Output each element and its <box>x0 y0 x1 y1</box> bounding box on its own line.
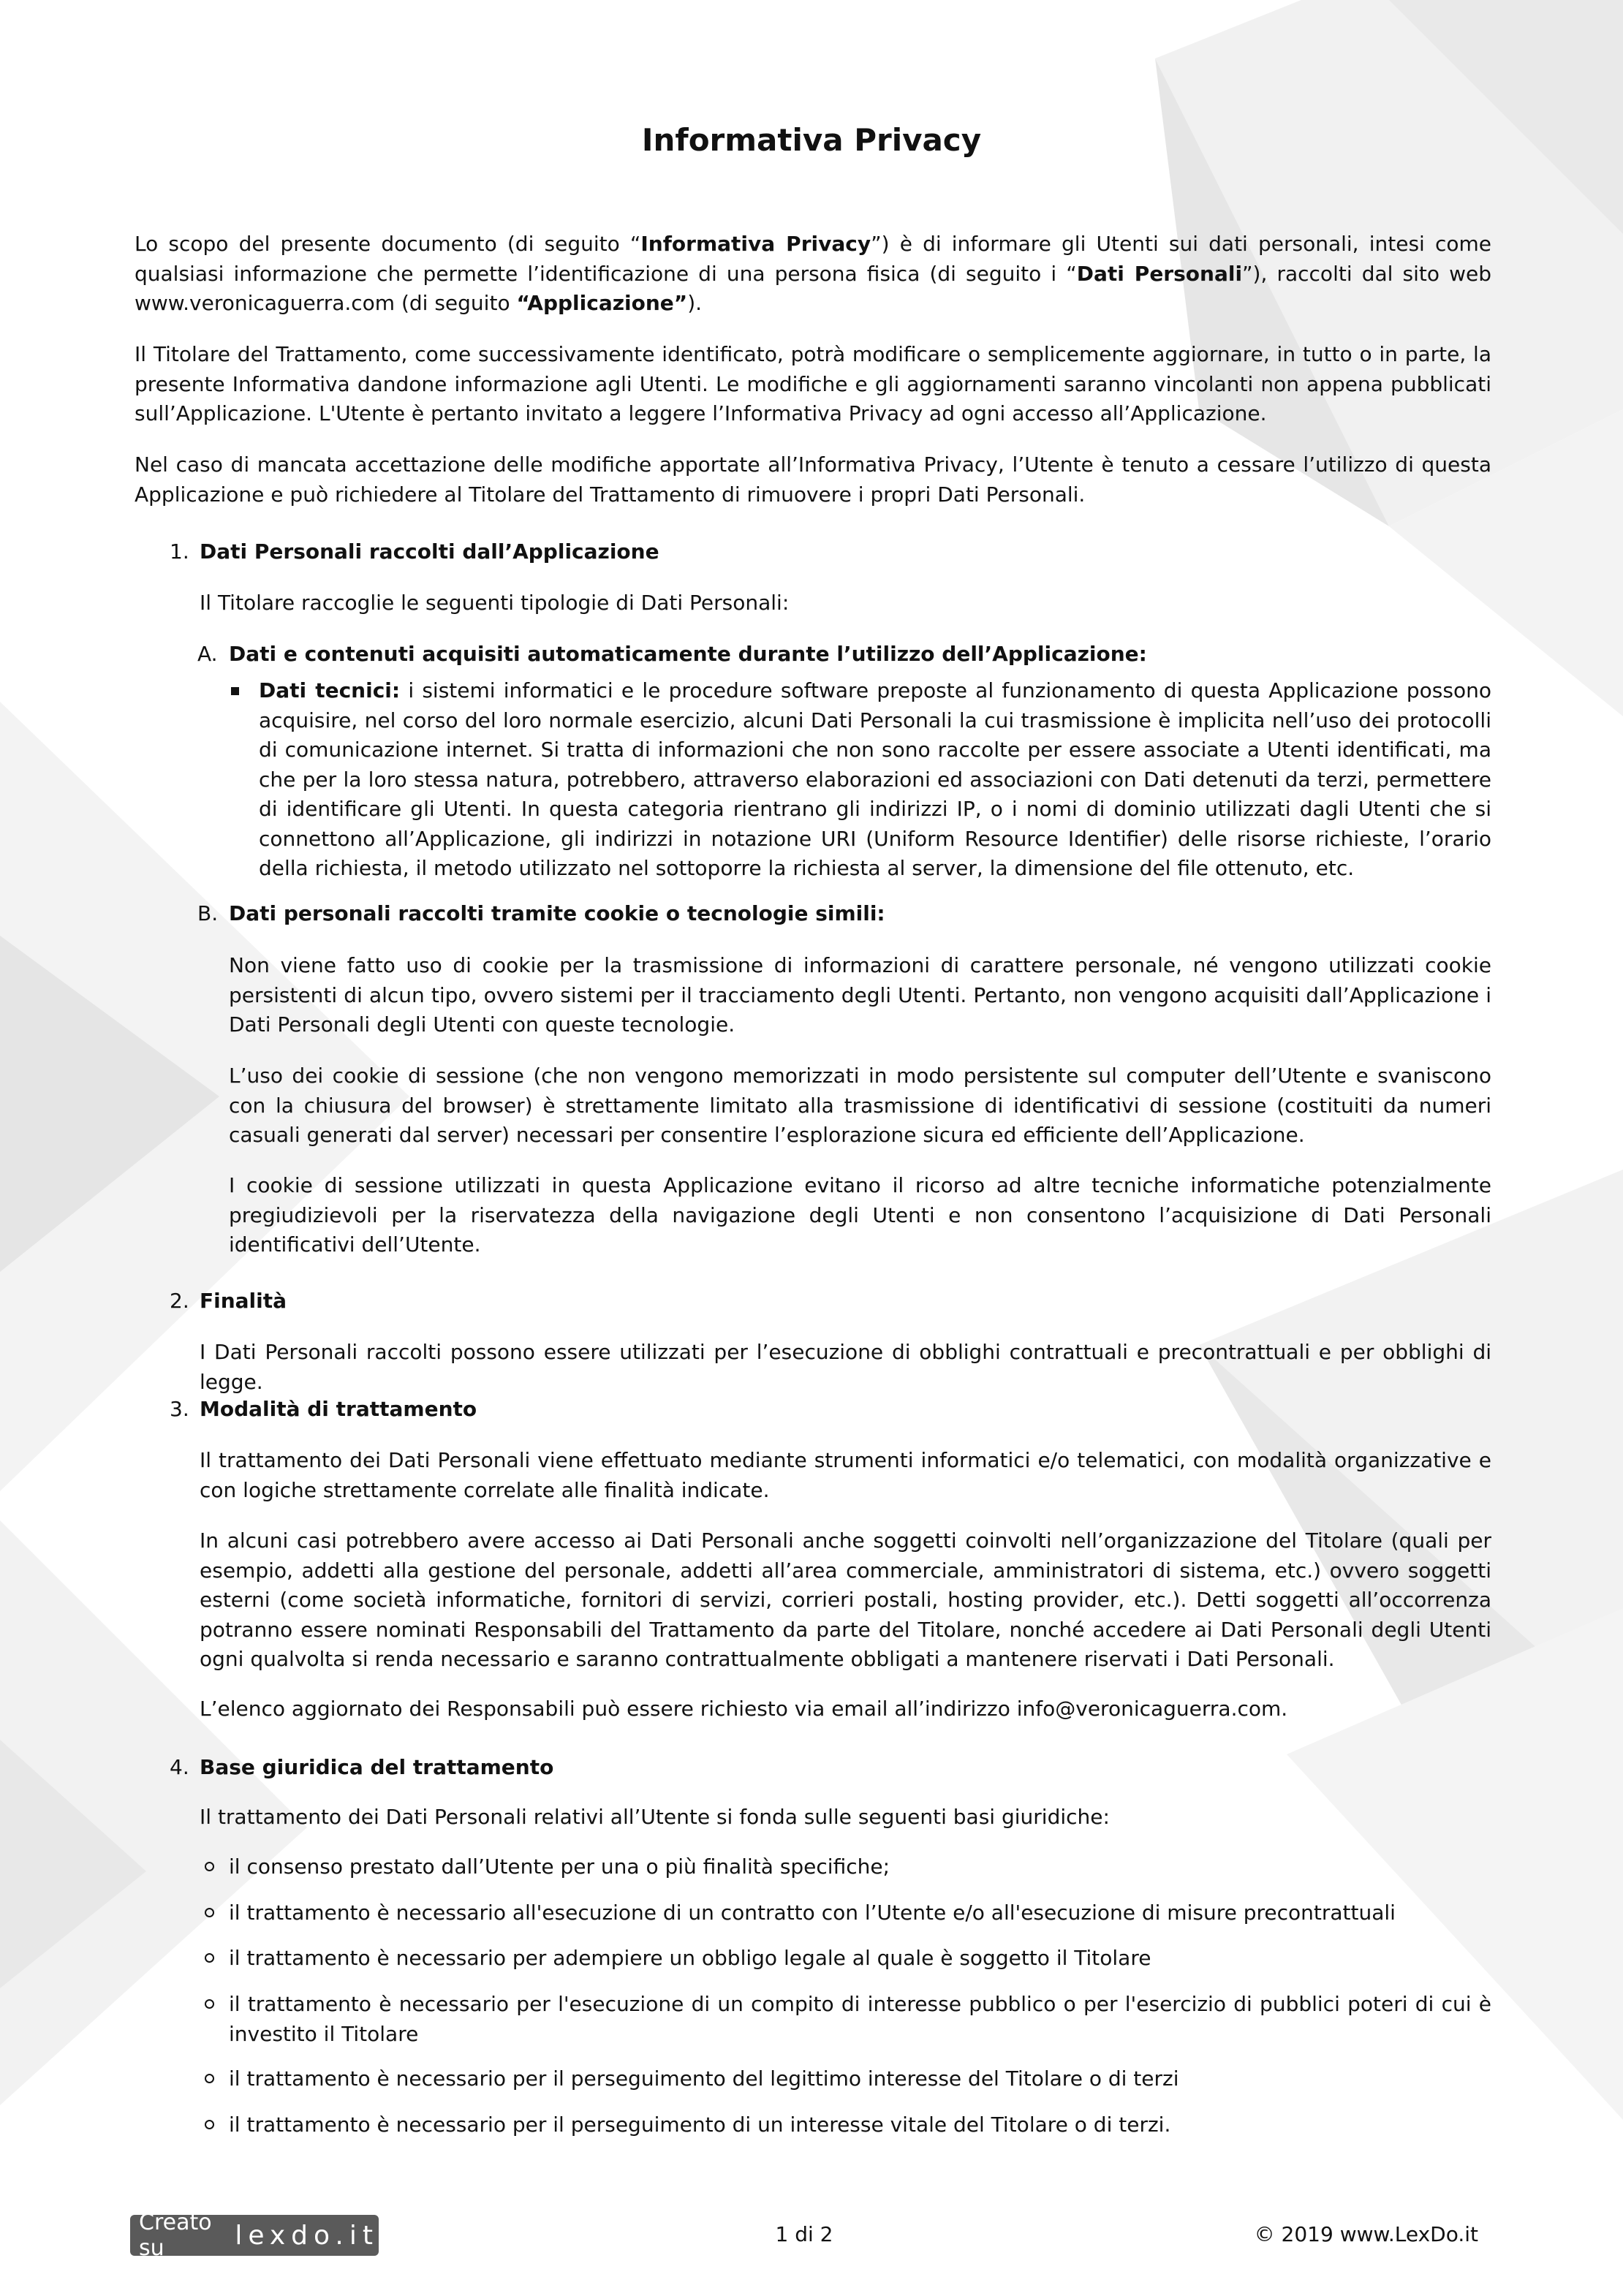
circle-bullet-icon <box>205 2074 214 2083</box>
subsection-letter: B. <box>197 901 219 925</box>
text-run: ). <box>687 291 703 315</box>
intro-paragraph-1 <box>135 230 1491 319</box>
circle-bullet-icon <box>205 2120 214 2129</box>
page-number: 1 di 2 <box>775 2222 833 2246</box>
bold-term: Informativa Privacy <box>640 232 871 256</box>
list-item: il trattamento è necessario per l'esecuzione di un compito di interesse pubblico o per l'esercizio di pubblici poteri di cui è investito il Titolare <box>229 1992 1491 2046</box>
bold-term: “Applicazione” <box>516 291 688 315</box>
subsection-paragraph: Non viene fatto uso di cookie per la trasmissione di informazioni di carattere personale, né vengono utilizzati cookie persistenti di alcun tipo, ovvero sistemi per il tracciamento degli Utenti. Pertanto, non vengono acquisiti dall’Applicazione i Dati Personali degli Utenti con queste tecnologie. <box>229 953 1491 1037</box>
section-paragraph: L’elenco aggiornato dei Responsabili può essere richiesto via email all’indirizzo info@veronicaguerra.com. <box>200 1697 1288 1721</box>
text-run: ”), raccolti dal sito web www.veronicaguerra.com (di seguito <box>135 261 1491 315</box>
list-item: il trattamento è necessario per il perseguimento di un interesse vitale del Titolare o di terzi. <box>229 2113 1171 2137</box>
text-run: ”) è di informare gli Utenti sui dati personali, intesi come qualsiasi informazione che permette l’identificazione di una persona fisica (di seguito i “ <box>135 232 1492 286</box>
logo-brand: lexdo.it <box>235 2220 379 2251</box>
section-number: 2. <box>170 1289 189 1313</box>
intro-paragraph-3 <box>135 450 1491 509</box>
section-title: Modalità di trattamento <box>200 1397 477 1421</box>
intro-paragraph-2 <box>135 340 1491 429</box>
section-number: 3. <box>170 1397 189 1421</box>
bullet-dati-tecnici <box>259 676 1491 884</box>
section-paragraph: I Dati Personali raccolti possono essere utilizzati per l’esecuzione di obblighi contrattuali e precontrattuali e per obblighi di legge. <box>200 1340 1491 1394</box>
text-run: Nel caso di mancata accettazione delle modifiche apportate all’Informativa Privacy, l’Utente è tenuto a cessare l’utilizzo di questa Applicazione e può richiedere al Titolare del Trattamento di rimuovere i propri Dati Personali. <box>135 452 1491 507</box>
section-body: Il trattamento dei Dati Personali relativi all’Utente si fonda sulle seguenti basi giuridiche: <box>200 1805 1110 1829</box>
circle-bullet-icon <box>205 1908 214 1917</box>
list-item: il trattamento è necessario per il perseguimento del legittimo interesse del Titolare o di terzi <box>229 2066 1179 2091</box>
copyright-link[interactable]: © 2019 www.LexDo.it <box>1254 2222 1478 2246</box>
section-title: Dati Personali raccolti dall’Applicazione <box>200 539 659 564</box>
circle-bullet-icon <box>205 1953 214 1963</box>
subsection-title: Dati e contenuti acquisiti automaticamente durante l’utilizzo dell’Applicazione: <box>229 642 1147 666</box>
list-item: il trattamento è necessario per adempiere un obbligo legale al quale è soggetto il Titolare <box>229 1946 1151 1970</box>
square-bullet-icon <box>231 687 239 695</box>
text-run: Il Titolare del Trattamento, come successivamente identificato, potrà modificare o semplicemente aggiornare, in tutto o in parte, la presente Informativa dandone informazione agli Utenti. Le modifiche e gli aggiornamenti saranno vincolanti non appena pubblicati sull’Applicazione. L'Utente è pertanto invitato a leggere l’Informativa Privacy ad ogni accesso all’Applicazione. <box>135 342 1491 425</box>
section-number: 1. <box>170 539 189 564</box>
subsection-paragraph: L’uso dei cookie di sessione (che non vengono memorizzati in modo persistente sul computer dell’Utente e svaniscono con la chiusura del browser) è strettamente limitato alla trasmissione di identificativi di sessione (costituiti da numeri casuali generati dal server) necessari per consentire l’esplorazione sicura ed efficiente dell’Applicazione. <box>229 1064 1491 1147</box>
subsection-paragraph: I cookie di sessione utilizzati in questa Applicazione evitano il ricorso ad altre tecniche informatiche potenzialmente pregiudizievoli per la riservatezza della navigazione degli Utenti e non consentono l’acquisizione di Dati Personali identificativi dell’Utente. <box>229 1173 1491 1257</box>
subsection-title: Dati personali raccolti tramite cookie o tecnologie simili: <box>229 901 885 925</box>
circle-bullet-icon <box>205 1999 214 2009</box>
section-paragraph: Il trattamento dei Dati Personali viene effettuato mediante strumenti informatici e/o telematici, con modalità organizzative e con logiche strettamente correlate alle finalità indicate. <box>200 1448 1491 1502</box>
section-body: Il Titolare raccoglie le seguenti tipologie di Dati Personali: <box>200 591 790 615</box>
logo-prefix: Creato su <box>139 2210 212 2261</box>
section-title: Finalità <box>200 1289 287 1313</box>
section-title: Base giuridica del trattamento <box>200 1755 554 1779</box>
list-item: il consenso prestato dall’Utente per una o più finalità specifiche; <box>229 1854 890 1879</box>
circle-bullet-icon <box>205 1862 214 1871</box>
section-number: 4. <box>170 1755 189 1779</box>
subsection-letter: A. <box>197 642 218 666</box>
bullet-text: i sistemi informatici e le procedure software preposte al funzionamento di questa Applicazione possono acquisire, nel corso del loro normale esercizio, alcuni Dati Personali la cui trasmissione è implicita nell’uso dei protocolli di comunicazione internet. Si tratta di informazioni che non sono raccolte per essere associate a Utenti identificati, ma che per la loro stessa natura, potrebbero, attraverso elaborazioni ed associazioni con Dati detenuti da terzi, permettere di identificare gli Utenti. In questa categoria rientrano gli indirizzi IP, o i nomi di dominio utilizzati dagli Utenti che si connettono all’Applicazione, gli indirizzi in notazione URI (Uniform Resource Identifier) delle risorse richieste, l’orario della richiesta, il metodo utilizzato nel sottoporre la richiesta al server, la dimensione del file ottenuto, etc. <box>259 678 1491 880</box>
bold-term: Dati Personali <box>1076 261 1243 286</box>
page-title: Informativa Privacy <box>641 122 982 158</box>
bullet-label: Dati tecnici: <box>259 678 401 702</box>
text-run: Lo scopo del presente documento (di seguito “ <box>135 232 641 256</box>
section-paragraph: In alcuni casi potrebbero avere accesso ai Dati Personali anche soggetti coinvolti nell’organizzazione del Titolare (quali per esempio, addetti alla gestione del personale, addetti all’area commerciale, amministratori di sistema, etc.) ovvero soggetti esterni (come società informatiche, fornitori di servizi, corrieri postali, hosting provider, etc.). Detti soggetti all’occorrenza potranno essere nominati Responsabili del Trattamento da parte del Titolare, nonché accedere ai Dati Personali degli Utenti ogni qualvolta si renda necessario e saranno contrattualmente obbligati a mantenere riservati i Dati Personali. <box>200 1528 1491 1671</box>
lexdo-logo[interactable] <box>130 2210 379 2261</box>
list-item: il trattamento è necessario all'esecuzione di un contratto con l’Utente e/o all'esecuzione di misure precontrattuali <box>229 1901 1396 1925</box>
